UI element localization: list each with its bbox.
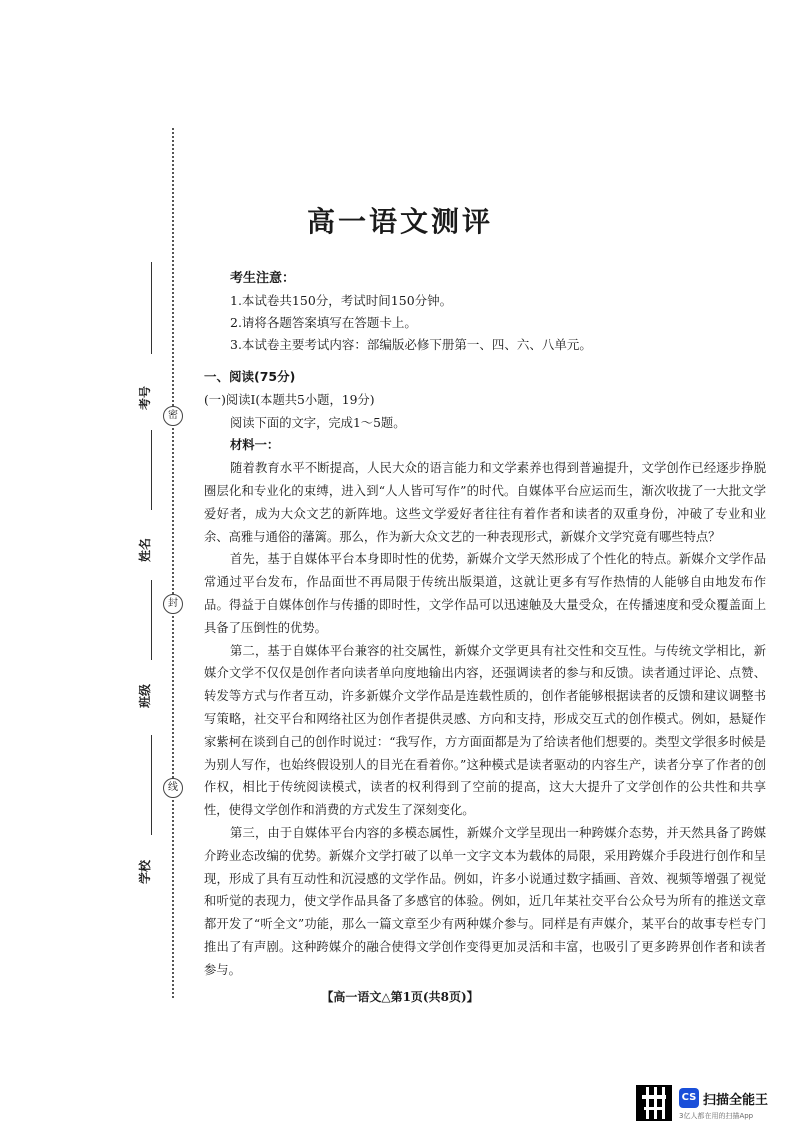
reading-section (204, 366, 766, 982)
paragraph: 首先，基于自媒体平台本身即时性的优势，新媒介文学天然形成了个性化的特点。新媒介文学作品常通过平台发布，作品面世不再局限于传统出版渠道，这就让更多有写作热情的人能够自由地发布作品。得益于自媒体创作与传播的即时性，文学作品可以迅速触及大量受众，在传播速度和受众覆盖面上具备了压倒性的优势。 (204, 552, 766, 635)
paragraph: 随着教育水平不断提高，人民大众的语言能力和文学素养也得到普遍提升，文学创作已经逐步挣脱圈层化和专业化的束缚，进入到“人人皆可写作”的时代。自媒体平台应运而生，渐次收拢了一大批文学爱好者，成为大众文艺的新阵地。这些文学爱好者往往有着作者和读者的双重身份，冲破了专业和业余、高雅与通俗的藩篱。那么，作为新大众文艺的一种表现形式，新媒介文学究竟有哪些特点？ (204, 461, 766, 544)
seal-mark-mi: 密 (163, 406, 183, 426)
field-school: 学校 (138, 859, 152, 884)
binding-dotted-line (172, 128, 174, 998)
section-instruction: 阅读下面的文字，完成1～5题。 (230, 415, 406, 430)
seal-mark-feng: 封 (163, 594, 183, 614)
page-footer: 【高一语文△第1页(共8页)】 (321, 990, 479, 1004)
seal-mark-xian: 线 (163, 778, 183, 798)
field-school-line (151, 735, 152, 835)
field-exam-number-line (151, 262, 152, 354)
camscanner-tagline: 3亿人都在用的扫描App (679, 1112, 754, 1120)
section-title: 一、阅读(75分) (204, 369, 296, 384)
notice-item: 1.本试卷共150分，考试时间150分钟。 (230, 293, 453, 308)
field-name: 姓名 (138, 537, 152, 562)
field-name-line (151, 430, 152, 510)
notice-block (230, 268, 750, 356)
camscanner-name: 扫描全能王 (703, 1093, 769, 1108)
notice-item: 2.请将各题答案填写在答题卡上。 (230, 315, 417, 330)
paragraph: 第三，由于自媒体平台内容的多模态属性，新媒介文学呈现出一种跨媒介态势，并天然具备了跨媒介跨业态改编的优势。新媒介文学打破了以单一文字文本为载体的局限，采用跨媒介手段进行创作和呈现，形成了具有互动性和沉浸感的文学作品。例如，许多小说通过数字插画、音效、视频等增强了视觉和听觉的表现力，使文学作品具备了多感官的体验。例如，近几年某社交平台公众号为所有的推送文章都开发了“听全文”功能，那么一篇文章至少有两种媒介参与。同样是有声媒介，某平台的故事专栏专门推出了有声剧。这种跨媒介的融合使得文学创作变得更加灵活和丰富，也吸引了更多跨界创作者和读者参与。 (204, 825, 766, 977)
exam-title: 高一语文测评 (306, 205, 493, 238)
section-subtitle: (一)阅读Ⅰ(本题共5小题，19分) (204, 392, 375, 407)
field-class-line (151, 580, 152, 660)
camscanner-logo-icon: CS (679, 1088, 699, 1108)
material-label: 材料一： (230, 438, 280, 453)
notice-item: 3.本试卷主要考试内容：部编版必修下册第一、四、六、八单元。 (230, 337, 592, 352)
field-exam-number: 考号 (138, 385, 152, 410)
notice-heading: 考生注意： (230, 271, 296, 286)
paragraph: 第二，基于自媒体平台兼容的社交属性，新媒介文学更具有社交性和交互性。与传统文学相比，新媒介文学不仅仅是创作者向读者单向度地输出内容，还强调读者的参与和反馈。读者通过评论、点赞、转发等方式与作者互动，许多新媒介文学作品是连载性质的，创作者能够根据读者的反馈和建议调整书写策略，社交平台和网络社区为创作者提供灵感、方向和支持，形成交互式的创作模式。例如，悬疑作家紫柯在谈到自己的创作时说过：“我写作，方方面面都是为了给读者他们想要的。类型文学很多时候是为别人写作，也始终假设别人的目光在看着你。”这种模式是读者驱动的内容生产，读者分享了作者的创作权，相比于传统阅读模式，读者的权利得到了空前的提高，这大大提升了文学创作的公共性和共享性，使得文学创作和消费的方式发生了深刻变化。 (204, 643, 766, 818)
qr-code-icon (636, 1085, 672, 1121)
field-class: 班级 (138, 683, 152, 708)
